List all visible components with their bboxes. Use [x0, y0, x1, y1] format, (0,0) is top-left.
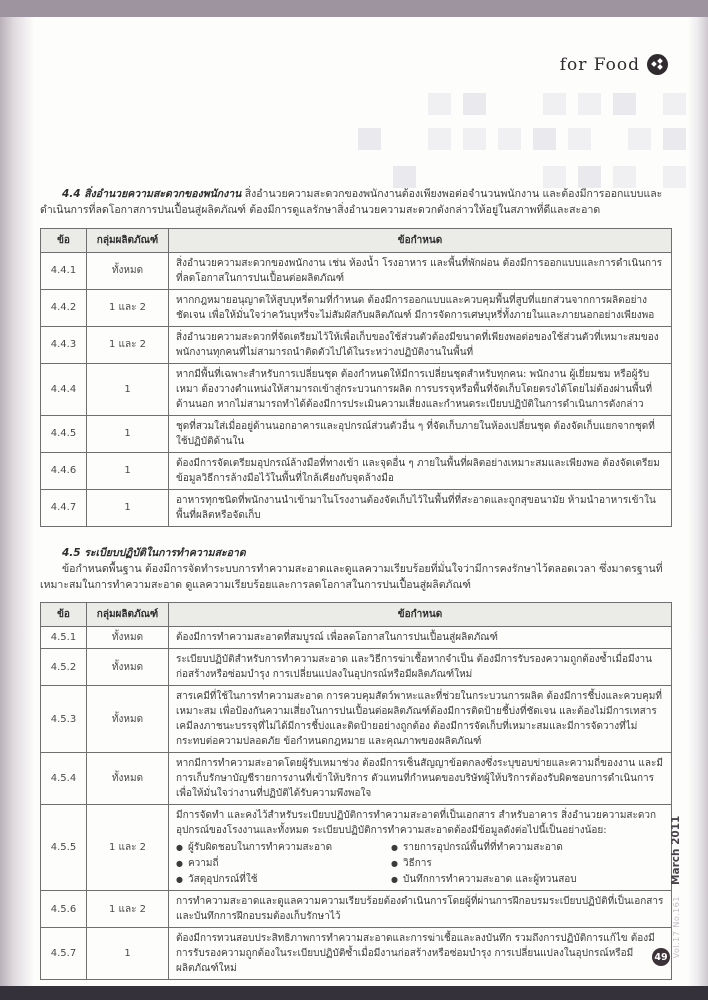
issue-volume-label: Vol.17 No.161 [672, 896, 681, 959]
requirement-text: หากมีการทำความสะอาดโดยผู้รับเหมาช่วง ต้องมีการเซ็นสัญญาข้อตกลงซึ่งระบุขอบข่ายและความถี่ของงาน และมีการเก็บรักษาบัญชีรายการงานที่เข้าให้บริการ ตัวแทนที่กำหนดของบริษัทผู้ให้บริการต้องรับผิดชอบการดำเนินการเพื่อให้มั่นใจว่างานที่ปฏิบัติได้รับความพึงพอใจ [176, 758, 663, 800]
bullet-text: วัสดุอุปกรณ์ที่ใช้ [187, 874, 258, 886]
requirement-text: ระเบียบปฏิบัติสำหรับการทำความสะอาด และวิธีการฆ่าเชื้อหากจำเป็น ต้องมีการรับรองความถูกต้องซ้ำเมื่อมีงานก่อสร้างหรือซ่อมบำรุง การเปลี่ยนแปลงในอุปกรณ์หรือมีผลิตภัณฑ์ใหม่ [176, 654, 652, 681]
bullet-item [176, 856, 391, 871]
section-4-4-title: 4.4 สิ่งอำนวยความสะดวกของพนักงาน [62, 188, 242, 200]
row-product-group: 1 และ 2 [87, 289, 169, 326]
requirement-text: หากกฎหมายอนุญาตให้สูบบุหรี่ตามที่กำหนด ต้องมีการออกแบบและควบคุมพื้นที่สูบที่แยกส่วนจากการผลิตอย่างชัดเจน เพื่อให้มั่นใจว่าควันบุหรี่จะไม่สัมผัสกับผลิตภัณฑ์ มีการจัดการเศษบุหรี่ทั้งภายในและภายนอกอย่างเพียงพอ [176, 294, 655, 321]
row-product-group: 1 และ 2 [87, 805, 169, 891]
row-product-group: 1 และ 2 [87, 326, 169, 363]
row-product-group: 1 และ 2 [87, 891, 169, 928]
col-header-product-group: กลุ่มผลิตภัณฑ์ [87, 603, 169, 627]
bullet-text: ผู้รับผิดชอบในการทำความสะอาด [187, 842, 333, 854]
row-product-group: 1 [87, 415, 169, 452]
section-4-4-intro-paragraph [40, 186, 672, 219]
requirement-text: ต้องมีการทำความสะอาดที่สมบูรณ์ เพื่อลดโอกาสในการปนเปื้อนสู่ผลิตภัณฑ์ [176, 632, 498, 644]
row-item-no: 4.4.2 [41, 289, 87, 326]
bullet-text: บันทึกการทำความสะอาด และผู้ทวนสอบ [402, 874, 577, 886]
section-4-5-intro-paragraph [40, 561, 672, 594]
table-header-row [41, 603, 672, 627]
bullet-item [176, 840, 391, 855]
col-header-requirement: ข้อกำหนด [169, 228, 672, 252]
row-item-no: 4.5.6 [41, 891, 87, 928]
table-row [41, 649, 672, 686]
row-requirement [169, 489, 672, 526]
row-product-group: ทั้งหมด [87, 753, 169, 805]
bullet-item [391, 840, 664, 855]
page-edge-shading [688, 17, 708, 986]
row-requirement [169, 289, 672, 326]
section-4-5-intro-text: ข้อกำหนดพื้นฐาน ต้องมีการจัดทำระบบการทำความสะอาดและดูแลความเรียบร้อยที่มั่นใจว่ามีการคงรักษาไว้ตลอดเวลา ซึ่งมาตรฐานที่เหมาะสมในการทำความสะอาด ดูแลความเรียบร้อยและการลดโอกาสในการปนเปื้อนสู่ผลิตภัณฑ์ [40, 562, 663, 592]
bullet-item [391, 872, 664, 887]
col-header-requirement: ข้อกำหนด [169, 603, 672, 627]
row-item-no: 4.4.1 [41, 252, 87, 289]
requirement-text: ต้องมีการจัดเตรียมอุปกรณ์ล้างมือที่ทางเข้า และจุดอื่น ๆ ภายในพื้นที่ผลิตอย่างเหมาะสมและเพียงพอ ต้องจัดเตรียมข้อมูลวิธีการล้างมือไว้ในพื้นที่ใกล้เคียงกับจุดล้างมือ [176, 457, 660, 484]
table-row [41, 805, 672, 891]
section-4-4-intro-text: สิ่งอำนวยความสะดวกของพนักงานต้องเพียงพอต่อจำนวนพนักงาน และต้องมีการออกแบบและดำเนินการที่ลดโอกาสการปนเปื้อนสู่ผลิตภัณฑ์ ต้องมีการดูแลรักษาสิ่งอำนวยความสะดวกดังกล่าวให้อยู่ในสภาพที่ดีและสะอาด [40, 188, 663, 217]
bullet-icon: ● [176, 859, 183, 869]
issue-month-label: March 2011 [670, 815, 682, 885]
col-header-item-no: ข้อ [41, 228, 87, 252]
requirement-text: สิ่งอำนวยความสะดวกของพนักงาน เช่น ห้องน้ำ โรงอาหาร และพื้นที่พักผ่อน ต้องมีการออกแบบและการดำเนินการที่ลดโอกาสในการปนเปื้อนต่อผลิตภัณฑ์ [176, 257, 663, 284]
row-product-group: ทั้งหมด [87, 627, 169, 649]
scan-bottom-band [0, 986, 708, 1000]
row-product-group: 1 [87, 452, 169, 489]
table-row [41, 363, 672, 415]
row-item-no: 4.5.4 [41, 753, 87, 805]
section-4-5-heading [40, 545, 672, 561]
row-product-group: ทั้งหมด [87, 649, 169, 686]
row-requirement [169, 805, 672, 891]
bullet-text: ความถี่ [187, 858, 219, 870]
requirement-bullet-list [176, 840, 664, 887]
row-requirement [169, 686, 672, 753]
col-header-item-no: ข้อ [41, 603, 87, 627]
table-row [41, 928, 672, 980]
requirement-text: สารเคมีที่ใช้ในการทำความสะอาด การควบคุมสัตว์พาหะและที่ช่วยในกระบวนการผลิต ต้องมีการชี้บ่งและควบคุมที่เหมาะสม เพื่อป้องกันความเสี่ยงในการปนเปื้อนต่อผลิตภัณฑ์ต้องมีการติดป้ายชี้บ่งที่ชัดเจน และต้องไม่มีการเทสารเคมีลงภาชนะบรรจุที่ไม่ได้มีการชี้บ่งและติดป้ายอย่างถูกต้อง ต้องมีการจัดเก็บที่เหมาะสมและมีการจัดวางที่ไม่กระทบต่อความปลอดภัย ข้อกำหนดกฎหมาย และคุณภาพของผลิตภัณฑ์ [176, 691, 662, 748]
row-item-no: 4.5.3 [41, 686, 87, 753]
table-row [41, 252, 672, 289]
bullet-text: รายการอุปกรณ์พื้นที่ที่ทำความสะอาด [402, 842, 563, 854]
spine-shadow [0, 17, 34, 986]
col-header-product-group: กลุ่มผลิตภัณฑ์ [87, 228, 169, 252]
bullet-icon: ● [391, 859, 398, 869]
row-item-no: 4.4.3 [41, 326, 87, 363]
row-item-no: 4.4.5 [41, 415, 87, 452]
row-requirement [169, 415, 672, 452]
table-row [41, 415, 672, 452]
table-header-row [41, 228, 672, 252]
row-item-no: 4.5.2 [41, 649, 87, 686]
row-product-group: ทั้งหมด [87, 252, 169, 289]
table-row [41, 627, 672, 649]
bullet-icon: ● [176, 875, 183, 885]
row-item-no: 4.4.7 [41, 489, 87, 526]
bullet-icon: ● [391, 843, 398, 853]
table-row [41, 753, 672, 805]
requirement-text: อาหารทุกชนิดที่พนักงานนำเข้ามาในโรงงานต้องจัดเก็บไว้ในพื้นที่ที่สะอาดและถูกสุขอนามัย ห้ามนำอาหารเข้าในพื้นที่ผลิตหรือจัดเก็บ [176, 494, 656, 521]
requirements-table-4-4 [40, 228, 672, 527]
requirement-text: ต้องมีการทวนสอบประสิทธิภาพการทำความสะอาดและการฆ่าเชื้อและลงบันทึก รวมถึงการปฏิบัติการแก้ไข ต้องมีการรับรองความถูกต้องในระเบียบปฏิบัติซ้ำเมื่อมีงานก่อสร้างหรือซ่อมบำรุง การเปลี่ยนแปลงในอุปกรณ์หรือมีผลิตภัณฑ์ใหม่ [176, 933, 655, 975]
page-content [40, 186, 672, 980]
bullet-icon: ● [176, 843, 183, 853]
row-item-no: 4.4.4 [41, 363, 87, 415]
margin-issue-info [664, 802, 682, 972]
row-requirement [169, 363, 672, 415]
row-item-no: 4.4.6 [41, 452, 87, 489]
row-product-group: 1 [87, 928, 169, 980]
page-number-badge: 49 [652, 948, 670, 966]
row-requirement [169, 627, 672, 649]
row-requirement [169, 649, 672, 686]
requirement-text: สิ่งอำนวยความสะดวกที่จัดเตรียมไว้ให้เพื่อเก็บของใช้ส่วนตัวต้องมีขนาดที่เพียงพอต่อของใช้ส่วนตัวที่เหมาะสมของพนักงานทุกคนที่ไม่สามารถนำติดตัวไปได้ในระหว่างปฏิบัติงานในพื้นที่ [176, 331, 659, 358]
requirement-text: มีการจัดทำ และคงไว้สำหรับระเบียบปฏิบัติการทำความสะอาดที่เป็นเอกสาร สำหรับอาคาร สิ่งอำนวยความสะดวก อุปกรณ์ของโรงงานและทั้งหมด ระเบียบปฏิบัติการทำความสะอาดต้องมีข้อมูลดังต่อไปนี้เป็นอย่างน้อย: [176, 810, 657, 837]
row-requirement [169, 326, 672, 363]
bullet-icon: ● [391, 875, 398, 885]
row-requirement [169, 753, 672, 805]
scan-top-band [0, 0, 708, 17]
row-product-group: ทั้งหมด [87, 686, 169, 753]
row-requirement [169, 891, 672, 928]
for-food-logo-icon [647, 54, 668, 75]
brand-label: for Food [559, 54, 640, 75]
bullet-item [176, 872, 391, 887]
table-row [41, 686, 672, 753]
decorative-square-pattern [0, 0, 708, 210]
row-product-group: 1 [87, 489, 169, 526]
table-row [41, 452, 672, 489]
requirement-text: ชุดที่สวมใส่เมื่ออยู่ด้านนอกอาคารและอุปกรณ์ส่วนตัวอื่น ๆ ที่จัดเก็บภายในห้องเปลี่ยนชุด ต้องจัดเก็บแยกจากชุดที่ใช้ปฏิบัติด้านใน [176, 420, 655, 447]
table-row [41, 326, 672, 363]
requirement-text: การทำความสะอาดและดูแลความความเรียบร้อยต้องดำเนินการโดยผู้ที่ผ่านการฝึกอบรมระเบียบปฏิบัติที่เป็นเอกสาร และบันทึกการฝึกอบรมต้องเก็บรักษาไว้ [176, 896, 664, 923]
row-item-no: 4.5.1 [41, 627, 87, 649]
bullet-text: วิธีการ [402, 858, 432, 870]
row-requirement [169, 928, 672, 980]
magazine-section-brand [560, 54, 668, 75]
requirement-text: หากมีพื้นที่เฉพาะสำหรับการเปลี่ยนชุด ต้องกำหนดให้มีการเปลี่ยนชุดสำหรับทุกคน: พนักงาน ผู้เยี่ยมชม หรือผู้รับเหมา ต้องวางตำแหน่งให้สามารถเข้าสู่กระบวนการผลิต การบรรจุหรือพื้นที่จัดเก็บโดยตรงได้โดยไม่ต้องผ่านพื้นที่ด้านนอก หากไม่สามารถทำได้ต้องมีการประเมินความเสี่ยงและกำหนดระเบียบปฏิบัติในการดำเนินการดังกล่าว [176, 368, 653, 410]
row-item-no: 4.5.5 [41, 805, 87, 891]
row-product-group: 1 [87, 363, 169, 415]
requirements-table-4-5 [40, 602, 672, 980]
row-item-no: 4.5.7 [41, 928, 87, 980]
row-requirement [169, 452, 672, 489]
bullet-item [391, 856, 664, 871]
table-row [41, 489, 672, 526]
table-row [41, 891, 672, 928]
row-requirement [169, 252, 672, 289]
section-4-5-title: 4.5 ระเบียบปฏิบัติในการทำความสะอาด [62, 546, 246, 559]
table-row [41, 289, 672, 326]
